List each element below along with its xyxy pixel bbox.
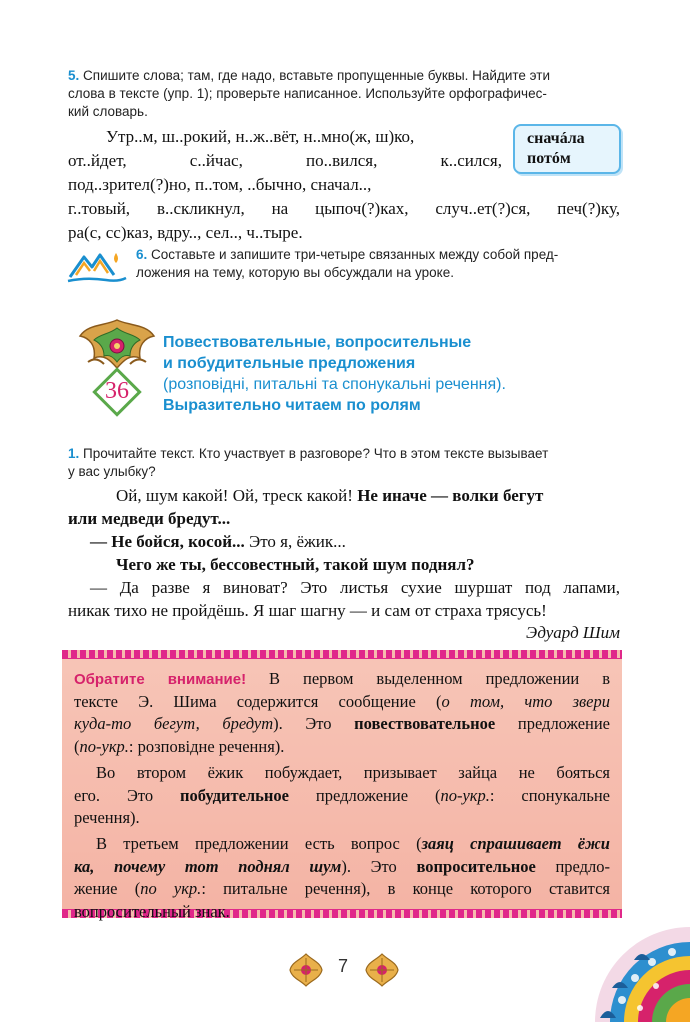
note-text: предло- <box>555 856 611 876</box>
note-italic: куда-то бегут, бредут <box>74 714 274 733</box>
word-line: ра(с, сс)каз, вдру.., сел.., ч..тыре. <box>68 223 303 242</box>
instruction-line: Составьте и запишите три-четыре связанных между собой пред- <box>151 247 559 262</box>
note-line <box>74 856 610 879</box>
instruction-line: у вас улыбку? <box>68 464 156 479</box>
note-line <box>74 785 610 808</box>
exercise-1-instruction <box>68 445 620 481</box>
story-line: никак тихо не пройдёшь. Я шаг шагну — и сам от страха трясусь! <box>68 601 547 620</box>
instruction-line: Спишите слова; там, где надо, вставьте пропущенные буквы. Найдите эти <box>83 68 551 83</box>
story-line: — Да разве я виноват? Это листья сухие шуршат под лапами, <box>90 578 620 597</box>
story-bold: Не иначе — волки бегут <box>357 486 544 505</box>
note-line: речення). <box>74 808 140 827</box>
corner-folk-ornament <box>590 890 690 1022</box>
story-text <box>68 485 620 625</box>
word-line: от..йдет, с..йчас, по..вился, к..сился, <box>68 151 502 170</box>
note-italic: о том, что звери <box>441 691 611 711</box>
note-line <box>74 691 610 714</box>
word-line: под..зрител(?)но, п..том, ..бычно, сначал.., <box>68 175 372 194</box>
hint-box <box>513 124 621 174</box>
story-plain: Это я, ёжик... <box>249 532 346 551</box>
note-italic: по укр. <box>140 879 202 898</box>
exercise-5-instruction <box>68 67 620 121</box>
footer-ornament-right <box>362 950 402 990</box>
note-line: Во втором ёжик побуждает, призывает зайца не бояться <box>96 763 610 782</box>
term-interrogative: вопросительное <box>416 856 536 876</box>
hint-word: сначáла <box>527 130 585 147</box>
note-line <box>74 736 610 759</box>
lesson-title-translation: (розповідні, питальні та спонукальні речення). <box>163 376 506 393</box>
note-text: : спонукальне <box>489 785 611 805</box>
note-border-top <box>62 650 622 659</box>
exercise-number: 1. <box>68 446 80 461</box>
note-italic: по-укр. <box>79 736 129 756</box>
note-line <box>74 713 610 736</box>
instruction-line: Прочитайте текст. Кто участвует в разговоре? Что в этом тексте вызывает <box>83 446 549 461</box>
lesson-title-line: и побудительные предложения <box>163 355 416 372</box>
term-narrative: повествовательное <box>354 714 496 733</box>
note-text: тексте Э. Шима содержится сообщение ( <box>74 691 442 711</box>
story-line: или медведи бредут... <box>68 509 231 528</box>
note-italic: ка, почему тот поднял шум <box>74 856 342 876</box>
note-italic: заяц спрашивает ёжи <box>421 834 610 853</box>
note-text: ). Это <box>273 714 332 733</box>
note-text: : розповідне речення). <box>128 736 285 756</box>
exercise-number: 5. <box>68 68 80 83</box>
word-line: г..товый, в..скликнул, на цыпоч(?)ках, случ..ет(?)ся, печ(?)ку, <box>68 199 620 218</box>
lesson-title-line: Повествовательные, вопросительные <box>163 334 472 351</box>
note-text: ( <box>74 736 80 756</box>
note-text: жение ( <box>74 879 141 898</box>
footer-ornament-left <box>286 950 326 990</box>
instruction-line: ложения на тему, которую вы обсуждали на уроке. <box>136 265 454 280</box>
hint-word: потóм <box>527 150 571 167</box>
story-bold: — Не бойся, косой... <box>90 532 245 551</box>
mountains-icon <box>66 247 128 285</box>
note-text: его. Это <box>74 785 154 805</box>
story-author: Эдуард Шим <box>526 623 620 642</box>
note-italic: по-укр. <box>440 785 490 805</box>
lesson-ornament <box>74 316 160 428</box>
exercise-6-instruction <box>136 246 622 282</box>
story-plain: Ой, шум какой! Ой, треск какой! <box>116 486 353 505</box>
story-line <box>116 485 620 508</box>
note-text: предложение ( <box>315 785 441 805</box>
instruction-line: слова в тексте (упр. 1); проверьте написанное. Используйте орфографичес- <box>68 86 547 101</box>
term-imperative: побудительное <box>180 785 289 805</box>
story-line: Чего же ты, бессовестный, такой шум поднял? <box>116 555 475 574</box>
note-text: : питальне речення), в конце которого ставится <box>201 879 610 898</box>
note-text: В первом выделенном предложении в <box>269 669 610 688</box>
lesson-number: 36 <box>105 378 129 404</box>
note-label: Обратите внимание! <box>74 671 247 688</box>
story-line <box>90 531 620 554</box>
note-line <box>96 833 610 856</box>
note-line: вопросительный знак. <box>74 901 230 921</box>
note-box <box>62 650 622 921</box>
word-line: Утр..м, ш..рокий, н..ж..вёт, н..мно(ж, ш)ко, <box>106 127 415 146</box>
lesson-title <box>163 332 623 416</box>
note-text: предложение <box>517 714 611 733</box>
lesson-subtitle: Выразительно читаем по ролям <box>163 397 421 414</box>
note-text: В третьем предложении есть вопрос ( <box>96 834 422 853</box>
note-line <box>74 878 610 901</box>
instruction-line: кий словарь. <box>68 104 148 119</box>
page-number: 7 <box>337 956 348 976</box>
exercise-number: 6. <box>136 247 148 262</box>
note-text: ). Это <box>341 856 397 876</box>
note-line <box>74 668 610 692</box>
